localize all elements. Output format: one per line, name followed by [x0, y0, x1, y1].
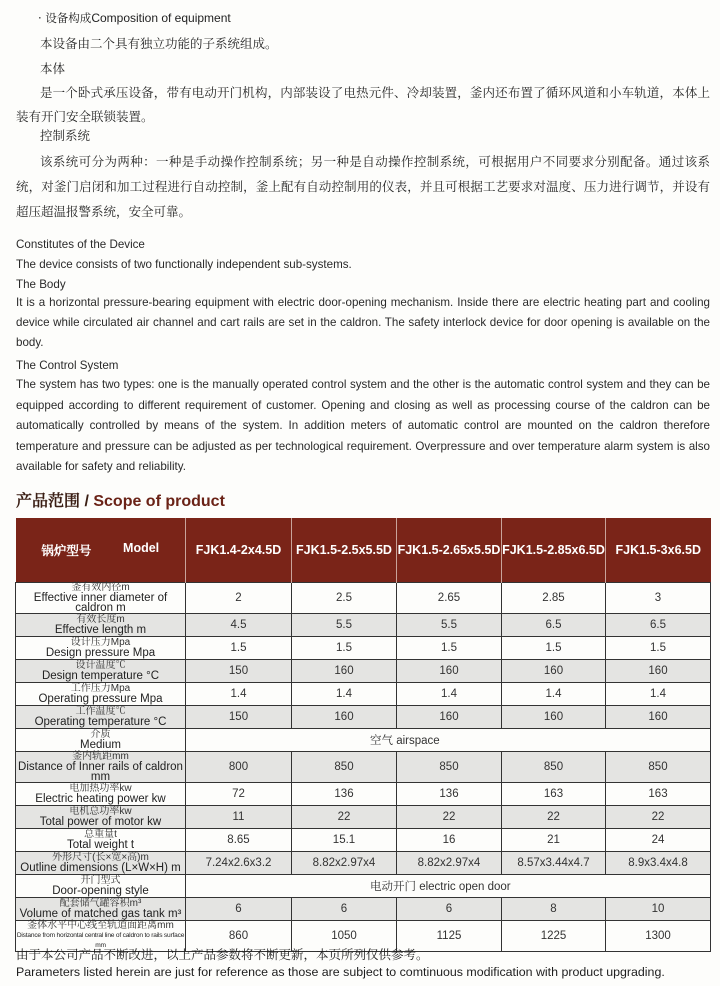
row-label-zh: 工作压力Mpa	[70, 683, 131, 694]
table-cell: 6.5	[606, 614, 711, 637]
table-cell: 3	[606, 583, 711, 614]
control-text-zh: 该系统可分为两种：一种是手动操作控制系统；另一种是自动操作控制系统，可根据用户不同要求分别配备。通过该系统，对釜门启闭和加工过程进行自动控制，釜上配有自动控制用的仪表，并且可根据工艺要求对温度、压力进行调节，并设有超压超温报警系统，安全可靠。	[16, 154, 710, 219]
table-cell: 160	[397, 660, 502, 683]
table-cell: 1225	[502, 921, 606, 952]
header-model-col: FJK1.4-2x4.5D	[186, 518, 292, 583]
table-cell: 8.57x3.44x4.7	[502, 852, 606, 875]
row-label-zh: 设计压力Mpa	[70, 637, 131, 648]
table-cell: 24	[606, 829, 711, 852]
table-row	[16, 852, 711, 875]
row-label	[16, 875, 186, 898]
footer-note-en: Parameters listed herein are just for reference as those are subject to comtinuous modification with product upgrading.	[16, 965, 665, 979]
body-text-zh: 是一个卧式承压设备，带有电动开门机构，内部装设了电热元件、冷却装置，釜内还布置了循环风道和小车轨道，本体上装有开门安全联锁装置。	[16, 85, 710, 124]
table-cell: 1300	[606, 921, 711, 952]
table-cell: 16	[397, 829, 502, 852]
table-cell: 22	[606, 806, 711, 829]
row-label-zh: 釜体水平中心线至轨道面距离mm	[27, 920, 174, 931]
row-label	[16, 614, 186, 637]
table-cell: 22	[397, 806, 502, 829]
en-control-text: The system has two types: one is the manually operated control system and the other is the automatic control system and they can be equipped according to different requirement of customer. Opening and closing as well as processing course of the caldron can be automatically controlled by means of the system. In addition meters of automatic control are mounted on the caldron therefore temperature and pressure can be adjusted as per technological requirement. Overpressure and over temperature alarm system is also available for safety and reliability.	[16, 378, 710, 473]
table-cell: 1.5	[502, 637, 606, 660]
table-row	[16, 706, 711, 729]
footer-note-zh: 由于本公司产品不断改进，以上产品参数将不断更新，本页所列仅供参考。	[16, 947, 429, 962]
table-cell: 22	[502, 806, 606, 829]
table-cell: 800	[186, 752, 292, 783]
table-cell: 160	[502, 706, 606, 729]
section-title	[38, 8, 231, 28]
table-cell: 8.65	[186, 829, 292, 852]
row-label-zh: 外形尺寸(长×宽×高)m	[52, 852, 149, 863]
row-label-en: Outline dimensions (L×W×H) m	[20, 862, 181, 874]
row-label	[16, 783, 186, 806]
table-cell: 11	[186, 806, 292, 829]
row-label	[16, 637, 186, 660]
table-cell: 8.9x3.4x4.8	[606, 852, 711, 875]
table-cell: 1.4	[502, 683, 606, 706]
row-label-en: Total power of motor kw	[39, 816, 162, 828]
table-cell: 6	[186, 898, 292, 921]
row-label	[16, 898, 186, 921]
table-row	[16, 875, 711, 898]
row-label	[16, 706, 186, 729]
table-cell: 1.4	[606, 683, 711, 706]
row-label-en: Distance from horizontal central line of caldron to rails surface mm	[16, 932, 185, 949]
scope-title-zh: 产品范围 /	[16, 493, 94, 510]
table-row	[16, 729, 711, 752]
table-cell: 1.5	[606, 637, 711, 660]
table-cell: 136	[292, 783, 397, 806]
row-label-en: Design temperature °C	[41, 670, 160, 682]
spec-table	[15, 518, 711, 952]
table-cell: 160	[606, 660, 711, 683]
table-cell: 2.85	[502, 583, 606, 614]
table-cell: 2.65	[397, 583, 502, 614]
table-cell: 1050	[292, 921, 397, 952]
row-label	[16, 852, 186, 875]
header-model-col: FJK1.5-3x6.5D	[606, 518, 711, 583]
table-cell: 160	[606, 706, 711, 729]
table-cell: 860	[186, 921, 292, 952]
row-label-en: Door-opening style	[52, 885, 149, 897]
table-cell: 4.5	[186, 614, 292, 637]
row-label	[16, 660, 186, 683]
en-body-text: It is a horizontal pressure-bearing equipment with electric door-opening mechanism. Inside there are electric heating part and cooling device while circulated air channel and cart rails are set in the caldron. The safety interlock device for door opening is available on the body.	[16, 296, 710, 349]
table-cell: 8.82x2.97x4	[397, 852, 502, 875]
table-row	[16, 683, 711, 706]
table-cell: 6	[292, 898, 397, 921]
table-cell: 1.5	[397, 637, 502, 660]
row-label-en: Electric heating power kw	[35, 793, 166, 805]
table-cell: 1.4	[292, 683, 397, 706]
header-model-col: FJK1.5-2.85x6.5D	[502, 518, 606, 583]
header-model-col: FJK1.5-2.5x5.5D	[292, 518, 397, 583]
row-label	[16, 583, 186, 614]
table-cell: 1.4	[186, 683, 292, 706]
table-cell: 850	[292, 752, 397, 783]
table-cell: 6.5	[502, 614, 606, 637]
table-cell: 163	[606, 783, 711, 806]
table-row	[16, 806, 711, 829]
control-heading-zh: 控制系统	[40, 128, 91, 143]
row-label	[16, 752, 186, 783]
table-cell: 850	[397, 752, 502, 783]
row-label-en: Effective length m	[54, 624, 147, 636]
row-label-zh: 介质	[90, 729, 111, 740]
row-label-zh: 工作温度℃	[75, 706, 126, 717]
row-label	[16, 806, 186, 829]
table-cell: 160	[292, 660, 397, 683]
section-title-zh: 设备构成	[45, 11, 92, 25]
table-cell: 150	[186, 660, 292, 683]
row-label-zh: 配套储气罐容积m³	[59, 898, 142, 909]
en-control-heading: The Control System	[16, 359, 119, 372]
table-row	[16, 583, 711, 614]
row-span-value	[186, 729, 711, 752]
table-row	[16, 660, 711, 683]
table-cell: 1.4	[397, 683, 502, 706]
table-cell: 2.5	[292, 583, 397, 614]
row-span-value	[186, 875, 711, 898]
table-row	[16, 898, 711, 921]
row-label-zh: 电机总功率kw	[69, 806, 132, 817]
bullet: ·	[38, 11, 42, 25]
table-cell: 160	[397, 706, 502, 729]
en-heading: Constitutes of the Device	[16, 238, 145, 251]
table-cell: 7.24x2.6x3.2	[186, 852, 292, 875]
intro-zh: 本设备由二个具有独立功能的子系统组成。	[40, 36, 278, 51]
table-cell: 10	[606, 898, 711, 921]
row-label-en: Operating temperature °C	[34, 716, 167, 728]
span-value-text: 空气 airspace	[370, 735, 440, 747]
table-cell: 1.5	[186, 637, 292, 660]
row-label-en: Effective inner diameter of caldron m	[33, 592, 168, 614]
scope-title	[16, 488, 225, 511]
row-label-zh: 电加热功率kw	[69, 783, 132, 794]
row-label-zh: 总重量t	[84, 829, 117, 840]
row-label-zh: 开门型式	[80, 875, 121, 886]
table-cell: 5.5	[292, 614, 397, 637]
header-model-en: Model	[123, 541, 160, 555]
row-label-en: Design pressure Mpa	[45, 647, 156, 659]
table-cell: 1125	[397, 921, 502, 952]
body-heading-zh: 本体	[40, 61, 66, 76]
table-cell: 850	[502, 752, 606, 783]
table-cell: 8	[502, 898, 606, 921]
table-row	[16, 614, 711, 637]
row-label-en: Volume of matched gas tank m³	[19, 908, 182, 920]
table-cell: 22	[292, 806, 397, 829]
table-cell: 160	[502, 660, 606, 683]
table-cell: 72	[186, 783, 292, 806]
table-cell: 163	[502, 783, 606, 806]
table-row	[16, 829, 711, 852]
row-label-zh: 有效长度m	[76, 614, 125, 625]
table-cell: 8.82x2.97x4	[292, 852, 397, 875]
header-model-col: FJK1.5-2.65x5.5D	[397, 518, 502, 583]
scope-title-en: Scope of product	[93, 493, 225, 510]
header-model-zh: 锅炉型号	[41, 544, 92, 558]
row-label-zh: 釜内轨距mm	[72, 751, 129, 762]
table-cell: 1.5	[292, 637, 397, 660]
en-intro: The device consists of two functionally independent sub-systems.	[16, 258, 352, 271]
table-cell: 850	[606, 752, 711, 783]
table-cell: 2	[186, 583, 292, 614]
row-label-en: Medium	[80, 739, 121, 751]
table-cell: 150	[186, 706, 292, 729]
table-cell: 21	[502, 829, 606, 852]
header-model-label	[16, 518, 186, 583]
row-label-zh: 设计温度℃	[75, 660, 126, 671]
table-row	[16, 752, 711, 783]
row-label-en: Operating pressure Mpa	[38, 693, 163, 705]
row-label	[16, 829, 186, 852]
en-body-heading: The Body	[16, 278, 66, 291]
table-row	[16, 783, 711, 806]
table-cell: 160	[292, 706, 397, 729]
row-label-zh: 釜有效内径m	[71, 582, 130, 593]
row-label	[16, 683, 186, 706]
row-label-en: Total weight t	[66, 839, 135, 851]
table-cell: 15.1	[292, 829, 397, 852]
table-cell: 5.5	[397, 614, 502, 637]
section-title-en: Composition of equipment	[91, 11, 231, 25]
table-row	[16, 637, 711, 660]
span-value-text: 电动开门 electric open door	[370, 881, 511, 893]
table-cell: 136	[397, 783, 502, 806]
row-label-en: Distance of Inner rails of caldron mm	[18, 761, 183, 783]
row-label	[16, 729, 186, 752]
table-header-row	[16, 518, 711, 583]
table-cell: 6	[397, 898, 502, 921]
